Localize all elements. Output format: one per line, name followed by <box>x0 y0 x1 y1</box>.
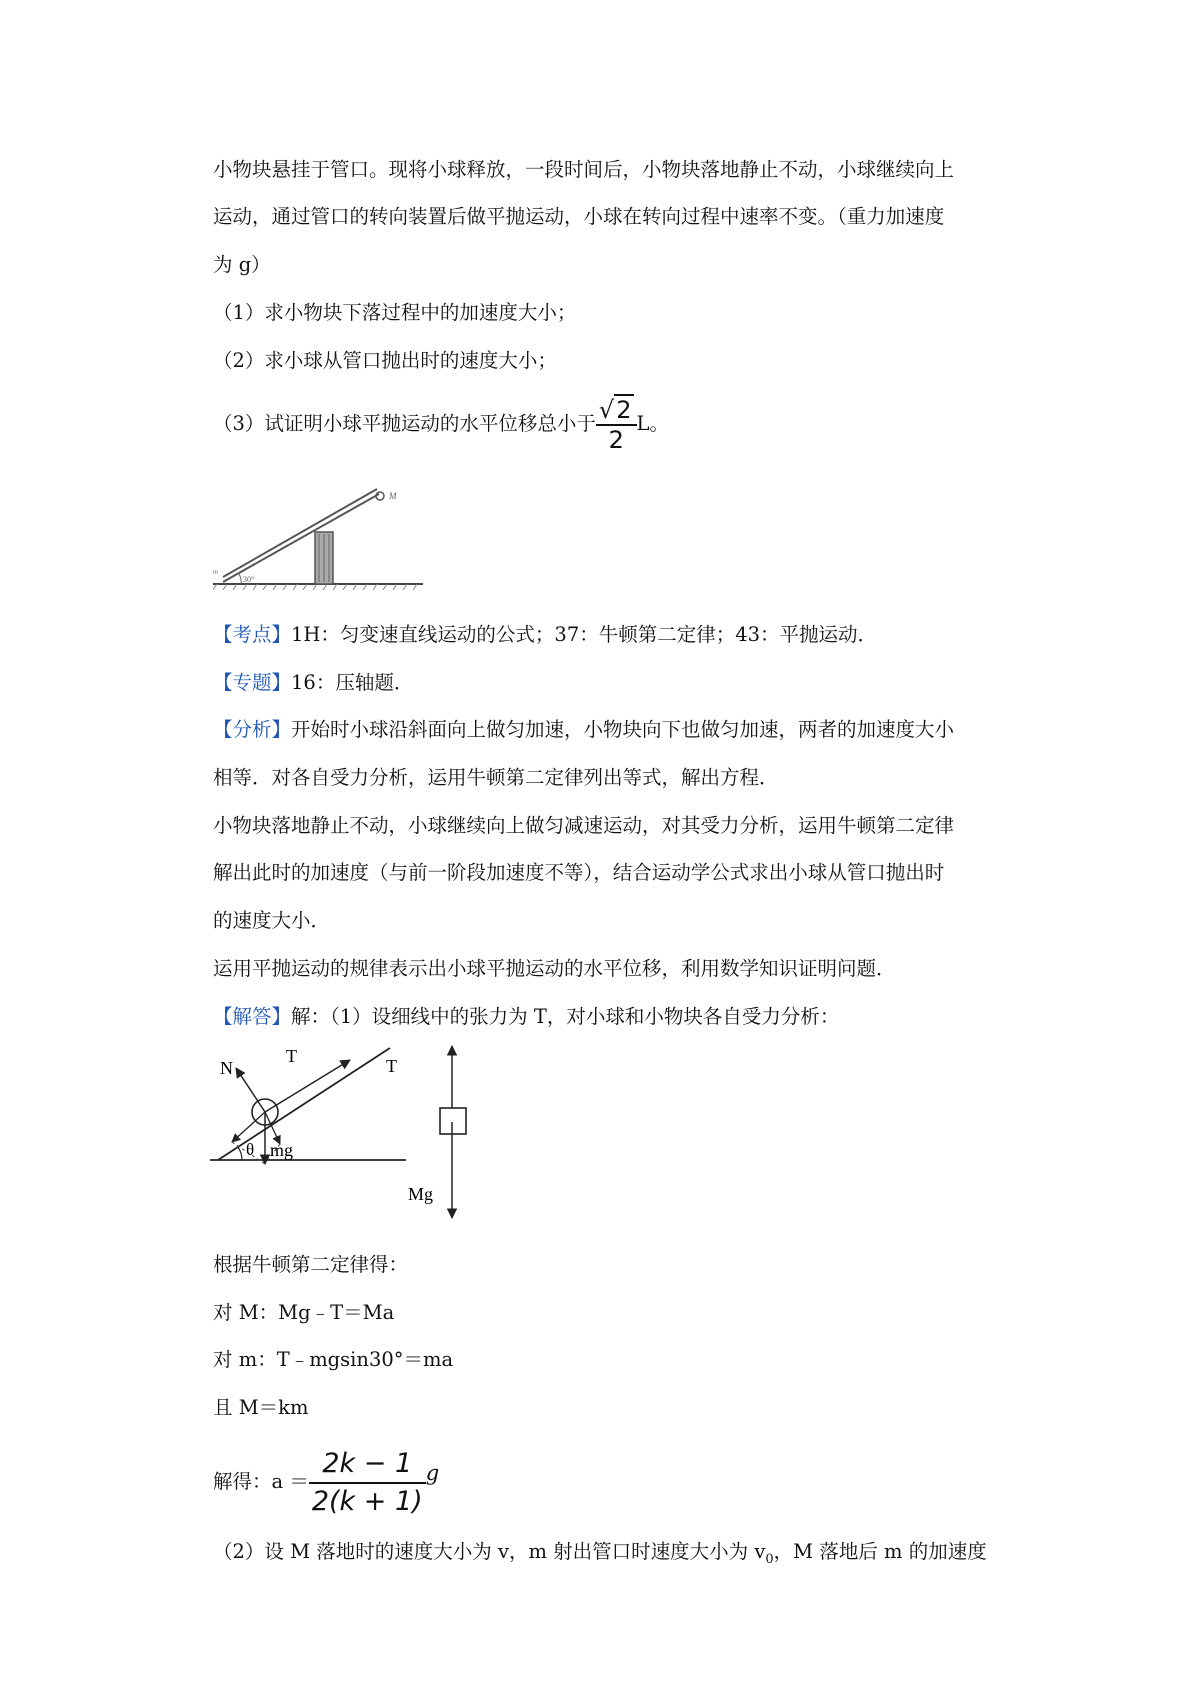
fraction-numerator: 2k − 1 <box>322 1447 413 1479</box>
component-arrow-down-slope <box>232 1112 265 1142</box>
label-Mg: Mg <box>408 1184 434 1204</box>
equation-k: 且 M＝km <box>213 1396 309 1419</box>
angle-arc <box>239 574 241 584</box>
fenxi-line-6: 运用平抛运动的规律表示出小球平抛运动的水平位移，利用数学知识证明问题． <box>213 957 896 980</box>
equation-m: 对 m：T﹣mgsin30°＝ma <box>213 1348 454 1371</box>
fenxi-text-1: 开始时小球沿斜面向上做匀加速，小物块向下也做匀加速，两者的加速度大小 <box>291 718 955 741</box>
result-prefix: 解得：a ＝ <box>213 1470 309 1493</box>
question-3-text: （3）试证明小球平抛运动的水平位移总小于 <box>213 412 596 435</box>
block-icon <box>440 1108 466 1134</box>
problem-text-line-3: 为 g） <box>213 253 271 276</box>
jieda-text: 解：（1）设细线中的张力为 T，对小球和小物块各自受力分析： <box>291 1005 840 1028</box>
label-T-ball: T <box>286 1046 297 1066</box>
tube-upper-edge <box>223 489 377 577</box>
label-N: N <box>220 1058 233 1078</box>
fenxi-tag: 【分析】 <box>213 718 292 741</box>
kaodian-tag: 【考点】 <box>213 623 292 646</box>
equation-M: 对 M：Mg﹣T＝Ma <box>213 1301 395 1324</box>
normal-force-arrow <box>236 1068 265 1112</box>
part2-line <box>213 1538 1033 1574</box>
fenxi-line-1 <box>213 716 1033 744</box>
incline-tube-figure <box>213 488 435 592</box>
fenxi-line-3: 小物块落地静止不动，小球继续向上做匀减速运动，对其受力分析，运用牛顿第二定律 <box>213 814 955 837</box>
label-M: M <box>389 491 397 501</box>
tube-lower-edge <box>223 494 379 582</box>
fenxi-line-4: 解出此时的加速度（与前一阶段加速度不等），结合运动学公式求出小球从管口抛出时 <box>213 861 945 884</box>
acceleration-fraction <box>309 1446 426 1520</box>
fraction-denominator: 2 <box>608 425 624 454</box>
problem-text-line-1: 小物块悬挂于管口。现将小球释放，一段时间后，小物块落地静止不动，小球继续向上 <box>213 158 955 181</box>
question-3 <box>213 394 1033 454</box>
newton-intro: 根据牛顿第二定律得： <box>213 1253 409 1276</box>
sqrt-symbol: √2 <box>598 395 632 424</box>
part2-subscript: 0 <box>765 1551 774 1567</box>
problem-text-line-2: 运动，通过管口的转向装置后做平抛运动，小球在转向过程中速率不变。（重力加速度 <box>213 205 945 228</box>
incline-line <box>218 1048 390 1160</box>
result-g: g <box>425 1461 440 1485</box>
jieda-tag: 【解答】 <box>213 1005 292 1028</box>
label-theta: θ <box>246 1140 255 1159</box>
kaodian-text: 1H：匀变速直线运动的公式；37：牛顿第二定律；43：平抛运动． <box>291 623 878 646</box>
theta-arc <box>238 1147 242 1160</box>
force-diagram <box>208 1040 478 1220</box>
tension-arrow-ball <box>265 1060 350 1112</box>
fenxi-line-5: 的速度大小． <box>213 909 331 932</box>
label-angle: 30° <box>243 575 255 584</box>
zhuanti-text: 16：压轴题． <box>291 671 414 694</box>
zhuanti-tag: 【专题】 <box>213 671 292 694</box>
sqrt2-over-2-fraction <box>596 396 637 454</box>
part2-text-b: ，M 落地后 m 的加速度 <box>773 1540 987 1563</box>
sqrt-radicand: 2 <box>616 395 632 424</box>
question-2: （2）求小球从管口抛出时的速度大小； <box>213 349 557 372</box>
result-line <box>213 1430 1033 1525</box>
zhuanti-line <box>213 669 1033 697</box>
jieda-line <box>213 1003 1033 1031</box>
label-mg: mg <box>270 1140 294 1160</box>
part2-text-a: （2）设 M 落地时的速度大小为 v，m 射出管口时速度大小为 v <box>213 1540 766 1563</box>
label-m: m <box>213 568 219 576</box>
question-1: （1）求小物块下落过程中的加速度大小； <box>213 301 577 324</box>
kaodian-line <box>213 621 1033 649</box>
label-T-block: T <box>386 1056 397 1076</box>
fraction-denominator-2: 2(k + 1) <box>311 1485 423 1517</box>
fenxi-line-2: 相等．对各自受力分析，运用牛顿第二定律列出等式，解出方程． <box>213 766 779 789</box>
question-3-suffix: L。 <box>636 412 669 435</box>
